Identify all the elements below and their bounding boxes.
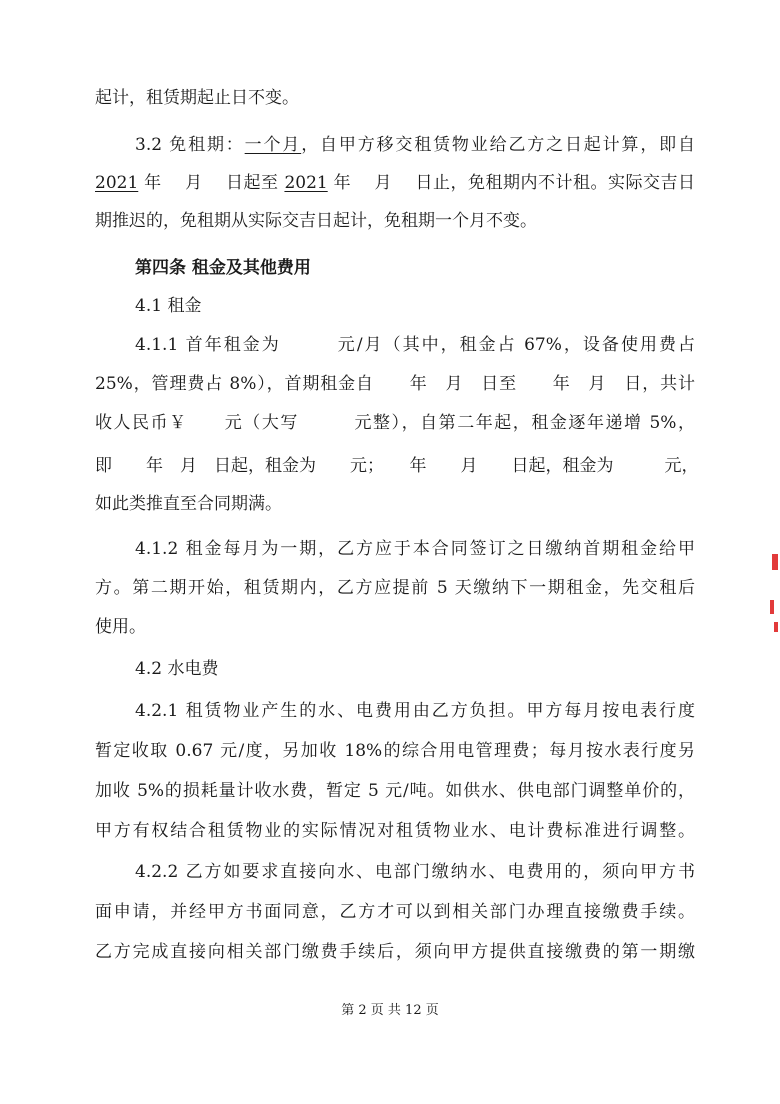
section-heading <box>135 257 695 279</box>
text-segment: 乙方完成直接向相关部门缴费手续后，须向甲方提供直接缴费的第一期缴 <box>95 942 695 962</box>
page-footer <box>0 1003 780 1019</box>
text-line <box>95 455 699 477</box>
text-line <box>95 373 695 395</box>
text-line <box>95 577 695 599</box>
text-line <box>135 700 695 722</box>
text-line <box>95 941 695 963</box>
text-line <box>95 820 695 842</box>
text-segment: 25%，管理费占 8%），首期租金自 年 月 日至 年 月 日，共计 <box>95 374 695 394</box>
text-line <box>135 334 695 356</box>
text-line <box>95 740 695 762</box>
text-segment: 收人民币￥ 元（大写 元整），自第二年起，租金逐年递增 5%， <box>95 413 695 433</box>
text-line <box>135 134 695 156</box>
text-line <box>95 901 695 923</box>
text-segment: ，自甲方移交租赁物业给乙方之日起计算，即自 <box>301 135 696 155</box>
text-segment: 4.2 水电费 <box>135 659 219 679</box>
text-segment: 使用。 <box>95 617 146 637</box>
text-segment: 4.1 租金 <box>135 296 202 316</box>
text-segment: 年 月 日起至 <box>138 173 285 193</box>
underlined-fill-in: 2021 <box>95 173 139 193</box>
text-line <box>95 493 695 515</box>
text-segment: 起计，租赁期起止日不变。 <box>95 88 299 108</box>
text-segment: 4.1.2 租金每月为一期，乙方应于本合同签订之日缴纳首期租金给甲 <box>135 539 695 559</box>
page-number: 第 2 页 共 12 页 <box>341 1003 439 1018</box>
text-segment: 年 月 日止，免租期内不计租。实际交吉日 <box>327 173 695 193</box>
text-segment: 如此类推直至合同期满。 <box>95 494 282 514</box>
text-segment: 方。第二期开始，租赁期内，乙方应提前 5 天缴纳下一期租金，先交租后 <box>95 578 695 598</box>
text-line <box>95 210 695 232</box>
underlined-fill-in: 2021 <box>284 173 328 193</box>
text-line <box>95 616 695 638</box>
text-line <box>135 538 695 560</box>
text-segment: 暂定收取 0.67 元/度，另加收 18%的综合用电管理费；每月按水表行度另 <box>95 741 695 761</box>
text-segment: 4.2.1 租赁物业产生的水、电费用由乙方负担。甲方每月按电表行度 <box>135 701 695 721</box>
text-segment: 即 年 月 日起，租金为 元； 年 月 日起，租金为 元， <box>95 456 699 476</box>
text-segment: 3.2 免租期： <box>135 135 245 155</box>
underlined-fill-in: 一个月 <box>244 135 302 155</box>
text-line <box>95 780 695 802</box>
text-segment: 期推迟的，免租期从实际交吉日起计，免租期一个月不变。 <box>95 211 537 231</box>
text-line <box>95 87 695 109</box>
subsection-heading <box>135 658 695 680</box>
text-segment: 4.1.1 首年租金为 元/月（其中，租金占 67%，设备使用费占 <box>135 335 695 355</box>
text-segment: 面申请，并经甲方书面同意，乙方才可以到相关部门办理直接缴费手续。 <box>95 902 695 922</box>
subsection-heading <box>135 295 695 317</box>
text-segment: 4.2.2 乙方如要求直接向水、电部门缴纳水、电费用的，须向甲方书 <box>135 862 695 882</box>
text-segment: 第四条 租金及其他费用 <box>135 258 311 278</box>
text-segment: 甲方有权结合租赁物业的实际情况对租赁物业水、电计费标准进行调整。 <box>95 821 695 841</box>
text-line <box>95 172 695 194</box>
text-segment: 加收 5%的损耗量计收水费，暂定 5 元/吨。如供水、供电部门调整单价的， <box>95 781 695 801</box>
text-line <box>95 412 695 434</box>
text-line <box>135 861 695 883</box>
